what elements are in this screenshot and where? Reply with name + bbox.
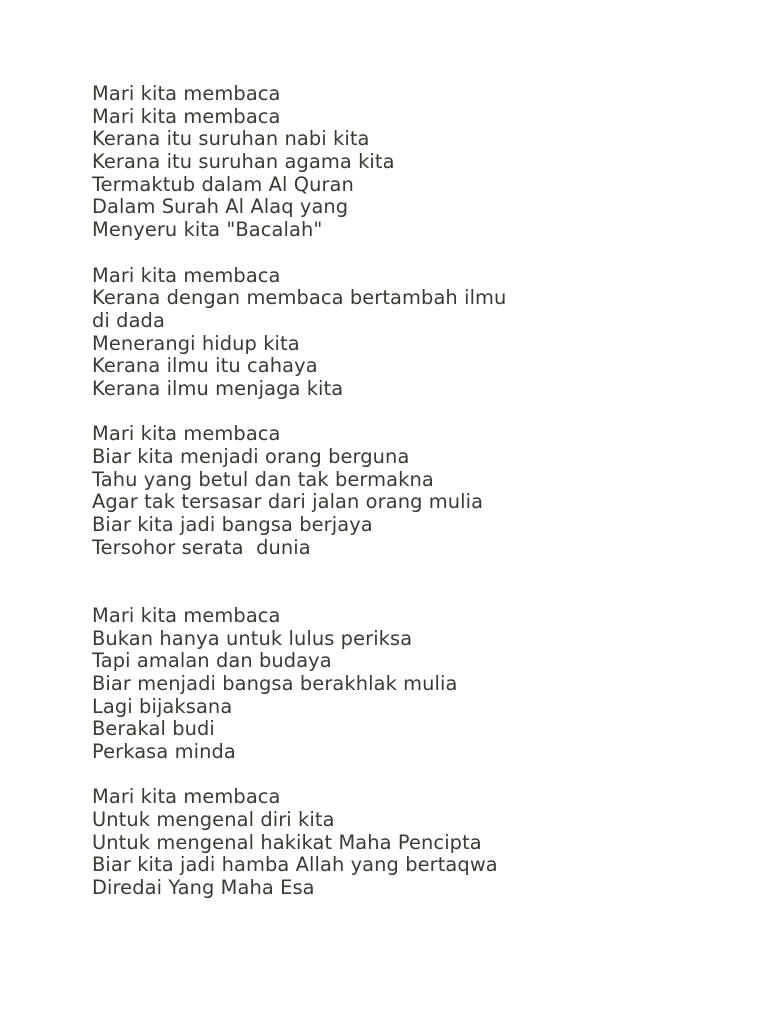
poem-line: Mari kita membaca [92,263,281,287]
poem-line: Biar kita menjadi orang berguna [92,445,410,468]
poem-line: Berakal budi [92,717,215,741]
stanza-spacer [92,559,732,604]
stanza-3 [92,423,732,559]
poem-line: Termaktub dalam Al Quran [92,172,354,196]
poem-line: Untuk mengenal diri kita [92,808,335,832]
poem-line: Kerana ilmu itu cahaya [92,354,318,378]
poem-line: di dada [92,308,165,332]
poem-line: Kerana dengan membaca bertambah ilmu [92,286,507,310]
poem-line: Agar tak tersasar dari jalan orang mulia [92,490,484,514]
poem-line: Tapi amalan dan budaya [92,649,332,673]
poem-line: Lagi bijaksana [92,694,233,718]
stanza-spacer [92,764,732,787]
poem-line: Untuk mengenal hakikat Maha Pencipta [92,830,482,854]
poem-line: Perkasa minda [92,739,236,763]
poem-text [92,83,732,900]
poem-line: Mari kita membaca [92,785,281,809]
poem-line: Kerana itu suruhan nabi kita [92,127,370,151]
poem-line: Mari kita membaca [92,422,281,446]
poem-line: Tersohor serata dunia [92,535,311,559]
poem-line: Mari kita membaca [92,603,281,627]
poem-line: Tahu yang betul dan tak bermakna [92,467,434,491]
poem-line: Kerana ilmu menjaga kita [92,376,344,400]
stanza-1 [92,83,732,242]
stanza-5 [92,786,732,899]
stanza-4 [92,605,732,764]
poem-line: Diredai Yang Maha Esa [92,876,315,900]
poem-line: Bukan hanya untuk lulus periksa [92,626,413,650]
poem-line: Mari kita membaca [92,82,281,105]
poem-line: Menyeru kita "Bacalah" [92,218,323,242]
poem-line: Kerana itu suruhan agama kita [92,150,395,174]
poem-line: Mari kita membaca [92,104,281,128]
poem-line: Biar menjadi bangsa berakhlak mulia [92,671,458,695]
poem-line: Menerangi hidup kita [92,331,300,355]
stanza-spacer [92,401,732,424]
stanza-2 [92,265,732,401]
poem-line: Dalam Surah Al Alaq yang [92,195,349,219]
stanza-spacer [92,242,732,265]
poem-line: Biar kita jadi bangsa berjaya [92,513,373,537]
poem-line: Biar kita jadi hamba Allah yang bertaqwa [92,853,498,877]
